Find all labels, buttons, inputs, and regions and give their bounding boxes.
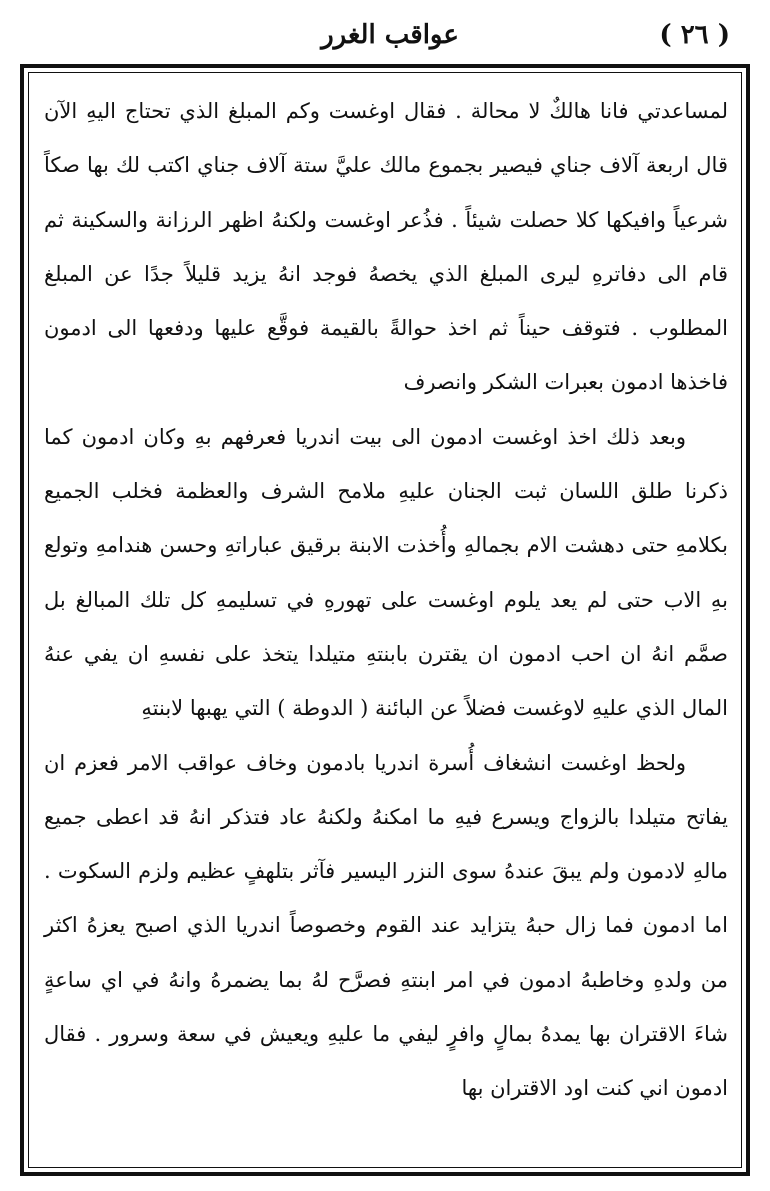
body-text: [44, 84, 728, 1116]
running-title: عواقب الغرر: [321, 20, 459, 50]
paragraph: ولحظ اوغست انشغاف أُسرة اندريا بادمون وخاف عواقب الامر فعزم ان يفاتح متيلدا بالزواج ويسرع فيهِ ما امكنهُ ولكنهُ عاد فتذكر انهُ قد اعطى جميع مالهِ لادمون ولم يبقَ عندهُ سوى النزر اليسير فآثر بتلهفٍ عظيم ولزم السكوت . اما ادمون فما زال حبهُ يتزايد عند القوم وخصوصاً اندريا الذي اصبح يعزهُ اكثر من ولدهِ وخاطبهُ ادمون في امر ابنتهِ فصرَّح لهُ بما يضمرهُ وانهُ في اي ساعةٍ شاءَ الاقتران بها يمدهُ بمالٍ وافرٍ ليفي ما عليهِ ويعيش في سعة وسرور . فقال ادمون اني كنت اود الاقتران بها: [44, 750, 728, 1101]
paragraph: وبعد ذلك اخذ اوغست ادمون الى بيت اندريا فعرفهم بهِ وكان ادمون كما ذكرنا طلق اللسان ثبت الجنان عليهِ ملامح الشرف والعظمة فخلب الجميع بكلامهِ حتى دهشت الام بجمالهِ وأُخذت الابنة برقيق عباراتهِ وحسن هندامهِ وتولع بهِ الاب حتى لم يعد يلوم اوغست على تهورهِ في تسليمهِ كل تلك المبالغ بل صمَّم انهُ ان احب ادمون ان يقترن بابنتهِ متيلدا يتخذ على نفسهِ ان يفي عنهُ المال الذي عليهِ لاوغست فضلاً عن البائنة ( الدوطة ) التي يهبها لابنتهِ: [44, 424, 728, 721]
page-number: ( ٢٦ ): [659, 20, 730, 50]
page-header: [30, 14, 750, 64]
paragraph: لمساعدتي فانا هالكٌ لا محالة . فقال اوغست وكم المبلغ الذي تحتاج اليهِ الآن قال اربعة آلاف جناي فيصير بجموع مالك عليَّ ستة آلاف جناي اكتب لك بها صكاً شرعياً وافيكها كلا حصلت شيئاً . فذُعر اوغست ولكنهُ اظهر الرزانة والسكينة ثم قام الى دفاترهِ ليرى المبلغ الذي يخصهُ فوجد انهُ يزيد قليلاً جدًا عن المبلغ المطلوب . فتوقف حيناً ثم اخذ حوالةً بالقيمة فوقَّع عليها ودفعها الى ادمون فاخذها ادمون بعبرات الشكر وانصرف: [44, 99, 728, 395]
